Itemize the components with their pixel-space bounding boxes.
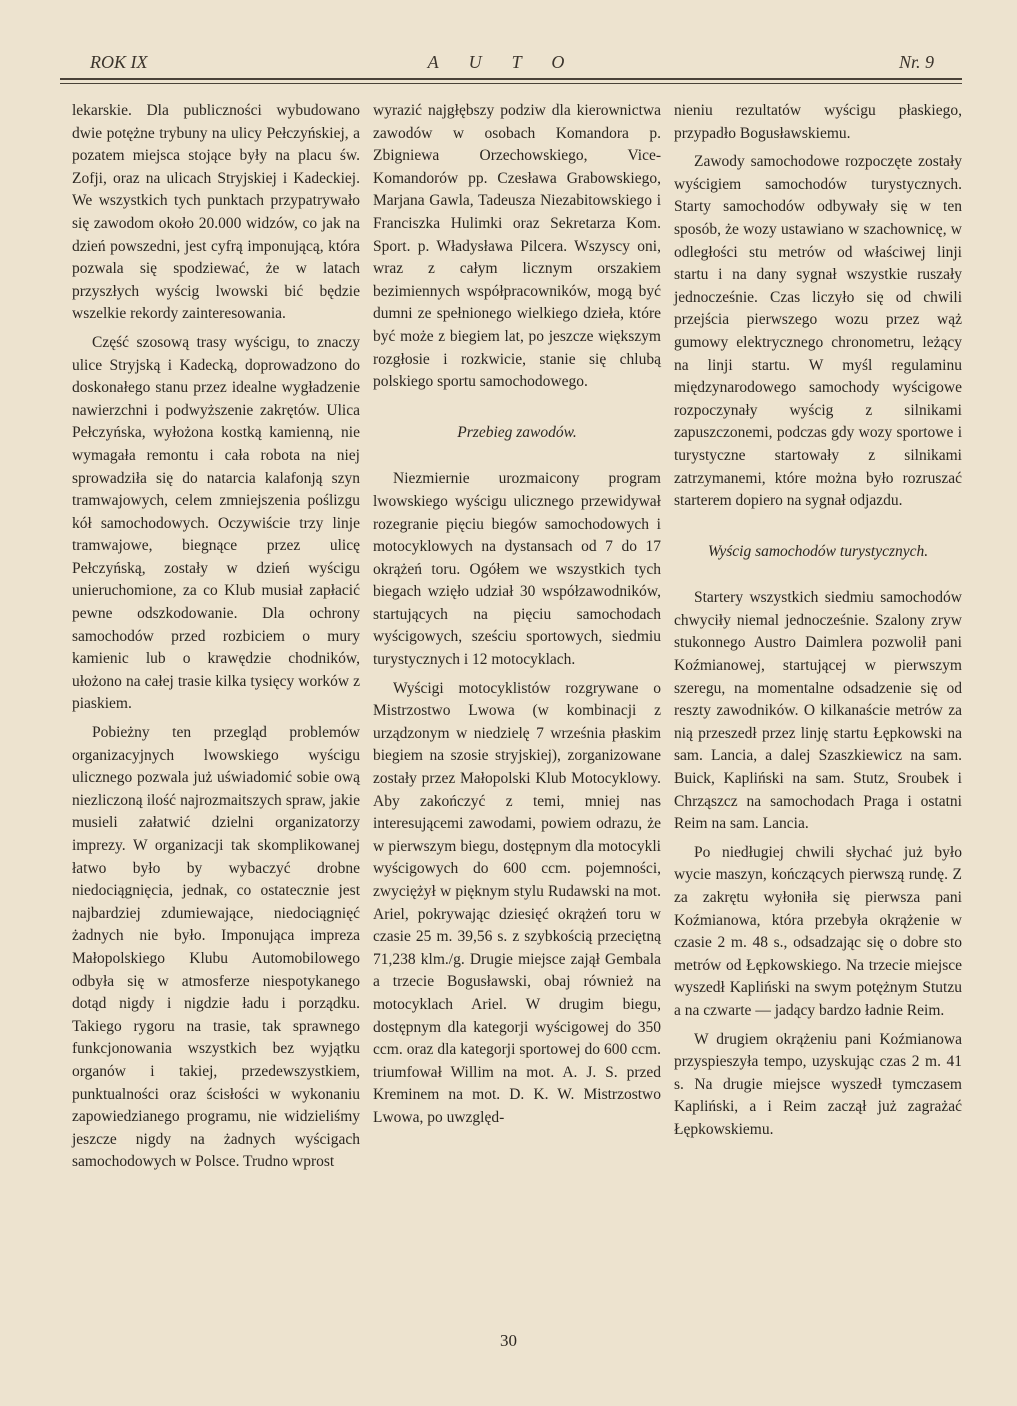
text-column-1	[72, 100, 360, 1180]
header-year: ROK IX	[90, 52, 148, 72]
paragraph: lekarskie. Dla publiczności wybudowano dwie potężne trybuny na ulicy Pełczyńskiej, a pozatem miejsca stojące były na placu św. Zofji, oraz na ulicach Stryjskiej i Kadeckiej. We wszystkich tych punktach przypatrywało się zawodom około 20.000 widzów, co jak na dzień powszedni, jest cyfrą imponującą, która pozwala się spodziewać, że w latach przyszłych wyścig lwowski bić będzie wszelkie rekordy zainteresowania.	[72, 102, 360, 323]
running-header	[60, 52, 962, 76]
paragraph: Część szosową trasy wyścigu, to znaczy ulice Stryjską i Kadecką, doprowadzono do doskonałego stanu przez idealne wygładzenie nawierzchni i podwyższenie zakrętów. Ulica Pełczyńska, wyłożona kostką kamienną, nie wymagała remontu i cała robota na niej sprowadziła się do natarcia kalafonją szyn tramwajowych, celem zmniejszenia poślizgu kół samochodowych. Oczywiście trzy linje tramwajowe, biegnące przez ulicę Pełczyńską, zostały w dzień wyścigu unieruchomione, za co Klub musiał zapłacić pewne odszkodowanie. Dla ochrony samochodów przed rozbiciem o mury kamienic lub o krawędzie chodników, ułożono na całej trasie kilka tysięcy worków z piaskiem.	[72, 333, 360, 713]
paragraph: Startery wszystkich siedmiu samochodów chwyciły niemal jednocześnie. Szalony zryw stukonnego Austro Daimlera pozwolił pani Koźmianowej, startującej w pierwszym szeregu, na momentalne odsadzenie się od reszty zawodników. O kilkanaście metrów za nią przeszedł przez linję startu Łępkowski na sam. Lancia, a dalej Szaszkiewicz na sam. Buick, Kapliński na sam. Stutz, Sroubek i Chrząszcz na samochodach Praga i ostatni Reim na sam. Lancia.	[674, 589, 962, 833]
text-column-3	[674, 100, 962, 1148]
paragraph: wyrazić najgłębszy podziw dla kierownictwa zawodów w osobach Komandora p. Zbigniewa Orzechowskiego, Vice-Komandorów pp. Czesława Grabowskiego, Marjana Gawla, Tadeusza Niezabitowskiego i Franciszka Hulimki oraz Sekretarza Kom. Sport. p. Władysława Pilcera. Wszyscy oni, wraz z całym licznym orszakiem bezimiennych współpracowników, mogą być dumni ze spełnionego wielkiego dzieła, które być może z biegiem lat, po jeszcze większym rozgłosie i rozkwicie, stanie się chlubą polskiego sportu samochodowego.	[373, 102, 661, 391]
paragraph: W drugiem okrążeniu pani Koźmianowa przyspieszyła tempo, uzyskując czas 2 m. 41 s. Na drugie miejsce wyszedł tymczasem Kapliński, a i Reim zaczął już zagrażać Łępkowskiemu.	[674, 1030, 962, 1138]
header-rule-thin	[60, 83, 962, 84]
header-rule-thick	[60, 78, 962, 80]
paragraph: Pobieżny ten przegląd problemów organizacyjnych lwowskiego wyścigu ulicznego pozwala już uświadomić sobie ową niezliczoną ilość najrozmaitszych spraw, jakie musieli załatwić dzielni organizatorzy imprezy. W organizacji tak skomplikowanej łatwo było by wybaczyć drobne niedociągnięcia, jednak, co ostatecznie jest najbardziej zdumiewające, niedociągnięć żadnych nie było. Imponująca impreza Małopolskiego Klubu Automobilowego odbyła się w atmosferze niespotykanego dotąd nigdy i nigdzie ładu i porządku. Takiego rygoru na trasie, tak sprawnego funkcjonowania wszystkich bez wyjątku organów i takiej, przedewszystkiem, punktualności oraz ścisłości w wykonaniu zapowiedzianego programu, nie widzieliśmy jeszcze nigdy na żadnych wyścigach samochodowych w Polsce. Trudno wprost	[72, 724, 360, 1171]
paragraph: nieniu rezultatów wyścigu płaskiego, przypadło Bogusławskiemu.	[674, 102, 962, 142]
paragraph: Niezmiernie urozmaicony program lwowskiego wyścigu ulicznego przewidywał rozegranie pięciu biegów samochodowych i motocyklowych na dystansach od 7 do 17 okrążeń toru. Ogółem we wszystkich tych biegach wzięło udział 30 współzawodników, startujących na pięciu samochodach wyścigowych, sześciu sportowych, siedmiu turystycznych i 12 motocyklach.	[373, 470, 661, 669]
paragraph: Zawody samochodowe rozpoczęte zostały wyścigiem samochodów turystycznych. Starty samochodów odbywały się w ten sposób, że wozy ustawiano w szachownicę, w odległości stu metrów od właściwej linji startu i na dany sygnał wszystkie ruszały jednocześnie. Czas liczyło się od chwili przejścia pierwszego wozu przez wąż gumowy elektrycznego chronometru, leżący na linji startu. W myśl regulaminu międzynarodowego samochody wyścigowe rozpoczynały wyścig z silnikami zapuszczonemi, podczas gdy wozy sportowe i turystyczne startowały z silnikami zatrzymanemi, które można było rozruszać starterem dopiero na sygnał odjazdu.	[674, 153, 962, 510]
page-number: 30	[500, 1331, 517, 1350]
section-heading: Wyścig samochodów turystycznych.	[707, 542, 929, 560]
header-issue-number: Nr. 9	[898, 52, 934, 72]
paragraph: Po niedługiej chwili słychać już było wycie maszyn, kończących pierwszą rundę. Z za zakrętu wyłoniła się pierwsza pani Koźmianowa, która przebyła okrążenie w czasie 2 m. 48 s., odsadzając się o dobre sto metrów od Łępkowskiego. Na trzecie miejsce wyszedł Kapliński na swym potężnym Stutzu a na czwarte — jadący bardzo ładnie Reim.	[674, 843, 962, 1019]
text-column-2	[373, 100, 661, 1136]
header-magazine-title: AUTO	[427, 52, 595, 72]
section-heading: Przebieg zawodów.	[457, 423, 577, 441]
paragraph: Wyścigi motocyklistów rozgrywane o Mistrzostwo Lwowa (w kombinacji z urządzonym w niedzielę 7 września płaskim biegiem na szosie stryjskiej), zorganizowane zostały przez Małopolski Klub Motocyklowy. Aby zakończyć z temi, mniej nas interesującemi zawodami, powiem odrazu, że w pierwszym biegu, dostępnym dla motocykli wyścigowych do 600 ccm. pojemności, zwyciężył w pięknym stylu Rudawski na mot. Ariel, pokrywając dziesięć okrążeń toru w czasie 25 m. 39,56 s. z szybkością przeciętną 71,238 klm./g. Drugie miejsce zajął Gembala a trzecie Bogusławski, obaj również na motocyklach Ariel. W drugim biegu, dostępnym dla kategorji wyścigowej do 350 ccm. oraz dla kategorji sportowej do 600 ccm. triumfował Willim na mot. A. J. S. przed Kreminem na mot. D. K. W. Mistrzostwo Lwowa, po uwzględ-	[373, 679, 661, 1126]
